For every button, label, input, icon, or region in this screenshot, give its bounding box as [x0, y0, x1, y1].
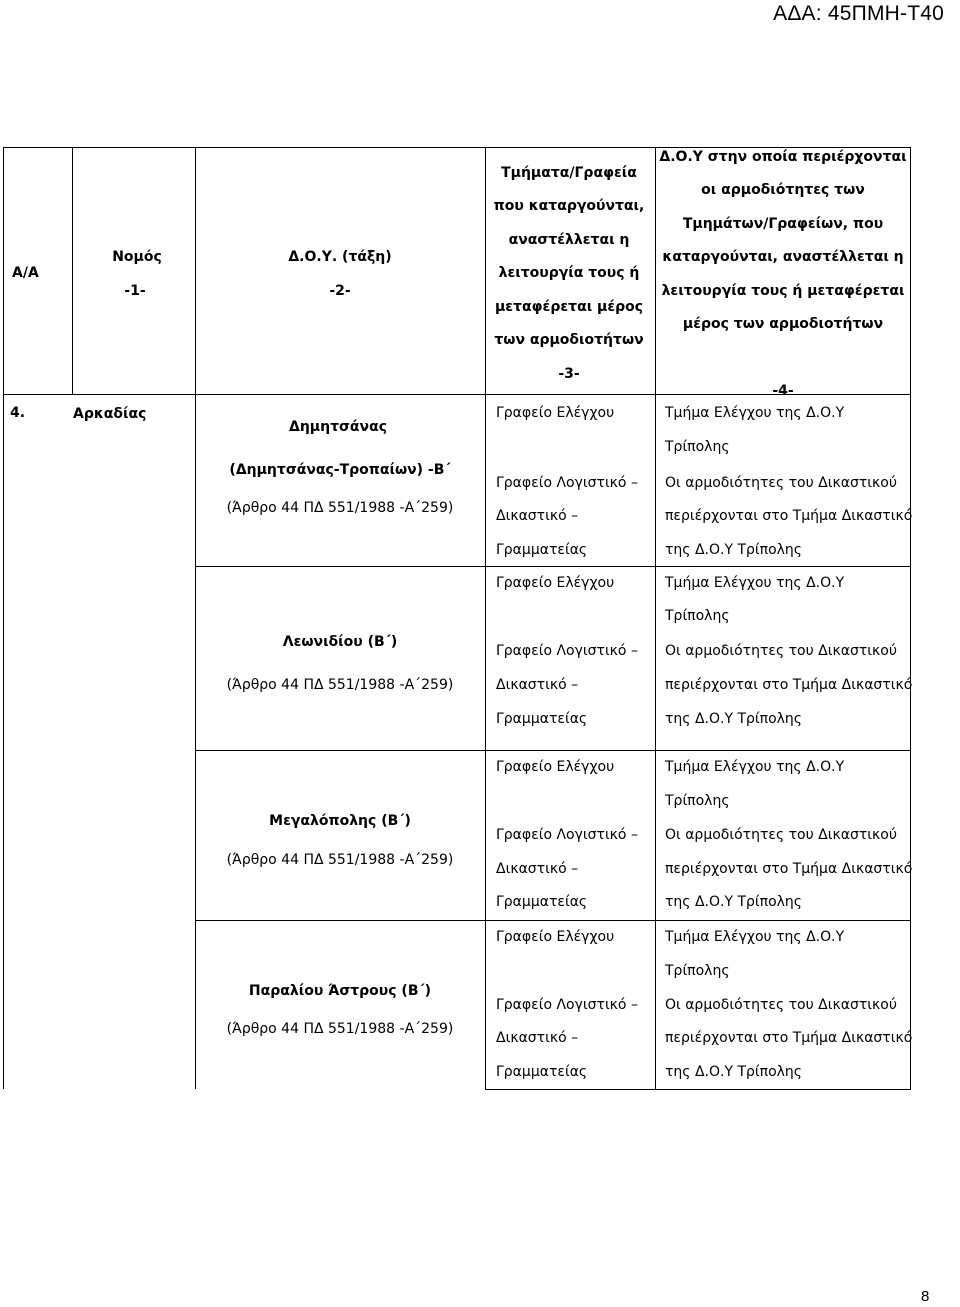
doy-title: Μεγαλόπολης (Β΄)	[269, 813, 411, 829]
target-item: περιέρχονται στο Τμήμα Δικαστικό	[665, 508, 913, 524]
target-item: Τμήμα Ελέγχου της Δ.Ο.Υ	[665, 575, 845, 591]
doy-title: Λεωνιδίου (Β΄)	[282, 634, 398, 650]
ada-code: ΑΔΑ: 45ΠΜΗ-Τ40	[773, 2, 944, 25]
row-number: 4.	[10, 405, 26, 421]
office-item: Δικαστικό –	[496, 861, 579, 877]
target-item: Οι αρμοδιότητες του Δικαστικού	[665, 475, 897, 491]
office-item: Γραμματείας	[496, 894, 588, 910]
office-item: Γραμματείας	[496, 542, 588, 558]
office-item: Γραμματείας	[496, 1064, 588, 1080]
target-item: περιέρχονται στο Τμήμα Δικαστικό	[665, 677, 913, 693]
office-item: Γραφείο Ελέγχου	[496, 929, 615, 945]
header-aa: Α/Α	[12, 265, 39, 281]
doy-title: Δημητσάνας	[289, 419, 387, 435]
office-item: Γραφείο Λογιστικό –	[496, 475, 638, 491]
office-item: Γραφείο Λογιστικό –	[496, 827, 638, 843]
target-item: της Δ.Ο.Υ Τρίπολης	[665, 894, 803, 910]
office-item: Γραφείο Λογιστικό –	[496, 997, 638, 1013]
target-item: Τρίπολης	[665, 439, 730, 455]
target-item: Τρίπολης	[665, 963, 730, 979]
target-item: περιέρχονται στο Τμήμα Δικαστικό	[665, 1030, 913, 1046]
office-item: Δικαστικό –	[496, 1030, 579, 1046]
office-item: Γραφείο Ελέγχου	[496, 405, 615, 421]
target-item: Τρίπολης	[665, 608, 730, 624]
doy-law: (Άρθρο 44 ΠΔ 551/1988 -Α΄259)	[226, 1021, 454, 1037]
doy-title: Παραλίου Άστρους (Β΄)	[248, 983, 432, 999]
nomos-name: Αρκαδίας	[73, 406, 147, 422]
target-item: Οι αρμοδιότητες του Δικαστικού	[665, 997, 897, 1013]
target-item: της Δ.Ο.Υ Τρίπολης	[665, 711, 803, 727]
doy-law: (Άρθρο 44 ΠΔ 551/1988 -Α΄259)	[226, 677, 454, 693]
target-item: Οι αρμοδιότητες του Δικαστικού	[665, 827, 897, 843]
doy-law: (Άρθρο 44 ΠΔ 551/1988 -Α΄259)	[226, 852, 454, 868]
target-item: Τμήμα Ελέγχου της Δ.Ο.Υ	[665, 759, 845, 775]
header-doy: Δ.Ο.Υ. (τάξη)	[288, 249, 392, 265]
office-item: Γραφείο Λογιστικό –	[496, 643, 638, 659]
target-item: της Δ.Ο.Υ Τρίπολης	[665, 542, 803, 558]
header-doy-num: -2-	[329, 283, 351, 299]
office-item: Γραφείο Ελέγχου	[496, 759, 615, 775]
doy-law: (Άρθρο 44 ΠΔ 551/1988 -Α΄259)	[226, 500, 454, 516]
target-item: της Δ.Ο.Υ Τρίπολης	[665, 1064, 803, 1080]
page-number: 8	[921, 1288, 930, 1305]
office-item: Δικαστικό –	[496, 508, 579, 524]
office-item: Δικαστικό –	[496, 677, 579, 693]
doy-subtitle: (Δημητσάνας-Τροπαίων) -Β΄	[229, 462, 451, 478]
target-item: Τρίπολης	[665, 793, 730, 809]
target-item: περιέρχονται στο Τμήμα Δικαστικό	[665, 861, 913, 877]
header-nomos-num: -1-	[124, 283, 146, 299]
header-nomos: Νομός	[112, 249, 162, 265]
office-item: Γραμματείας	[496, 711, 588, 727]
target-item: Τμήμα Ελέγχου της Δ.Ο.Υ	[665, 929, 845, 945]
office-item: Γραφείο Ελέγχου	[496, 575, 615, 591]
target-item: Τμήμα Ελέγχου της Δ.Ο.Υ	[665, 405, 845, 421]
target-item: Οι αρμοδιότητες του Δικαστικού	[665, 643, 897, 659]
